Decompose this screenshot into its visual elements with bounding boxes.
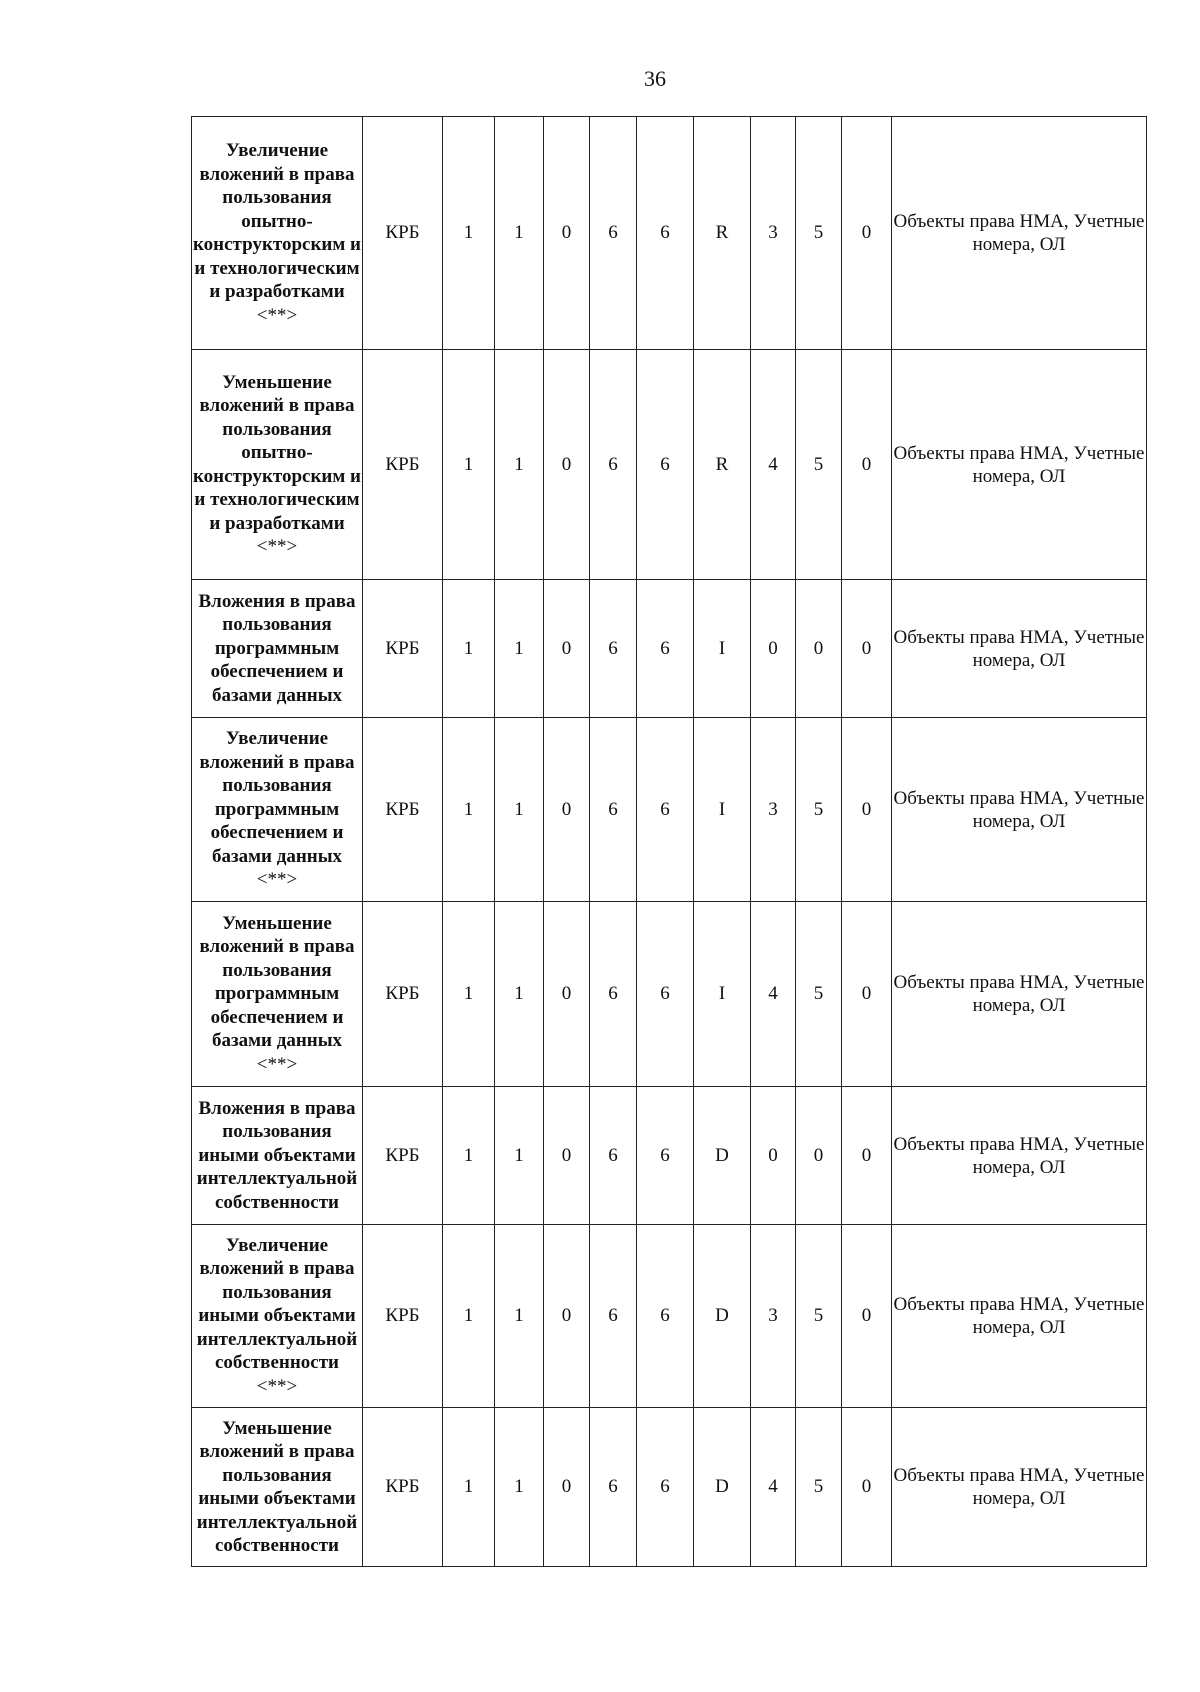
budget-code-cell: КРБ <box>363 1225 443 1408</box>
analytics-cell: Объекты права НМА, Учетные номера, ОЛ <box>892 1408 1147 1567</box>
account-name: Вложения в права пользования программным обеспечением и базами данных <box>198 590 356 706</box>
account-code-digit: 1 <box>495 117 544 350</box>
table-row <box>192 718 1147 902</box>
account-code-digit: 6 <box>637 580 694 718</box>
account-code-digit: R <box>694 117 751 350</box>
account-code-digit: 0 <box>544 902 590 1087</box>
budget-code-cell: КРБ <box>363 117 443 350</box>
account-name-cell <box>192 117 363 350</box>
account-code-digit: 6 <box>590 1408 637 1567</box>
account-code-digit: I <box>694 902 751 1087</box>
account-code-digit: 1 <box>495 902 544 1087</box>
account-code-digit: 6 <box>637 1408 694 1567</box>
account-code-digit: 6 <box>590 1087 637 1225</box>
account-code-digit: 0 <box>842 1408 892 1567</box>
budget-code-cell: КРБ <box>363 902 443 1087</box>
account-code-digit: 5 <box>796 1225 842 1408</box>
account-code-digit: 3 <box>751 718 796 902</box>
account-name-cell <box>192 580 363 718</box>
table-row <box>192 902 1147 1087</box>
footnote-marker: <**> <box>256 1375 298 1397</box>
account-code-digit: I <box>694 580 751 718</box>
account-code-digit: 1 <box>443 718 495 902</box>
account-code-digit: D <box>694 1087 751 1225</box>
analytics-cell: Объекты права НМА, Учетные номера, ОЛ <box>892 117 1147 350</box>
budget-code-cell: КРБ <box>363 1408 443 1567</box>
account-code-digit: 6 <box>637 350 694 580</box>
footnote-marker: <**> <box>256 304 298 326</box>
account-code-digit: 1 <box>443 1087 495 1225</box>
account-code-digit: 0 <box>544 718 590 902</box>
account-name: Вложения в права пользования иными объектами интеллектуальной собственности <box>196 1097 358 1213</box>
account-code-digit: 0 <box>842 1087 892 1225</box>
account-code-digit: 6 <box>637 902 694 1087</box>
account-code-digit: I <box>694 718 751 902</box>
account-code-digit: 0 <box>544 1408 590 1567</box>
account-code-digit: 0 <box>842 350 892 580</box>
account-code-digit: 1 <box>443 1408 495 1567</box>
account-code-digit: 6 <box>590 580 637 718</box>
account-name: Уменьшение вложений в права пользования программным обеспечением и базами данных <box>199 912 355 1052</box>
table-row <box>192 1087 1147 1225</box>
account-code-digit: 6 <box>590 117 637 350</box>
analytics-cell: Объекты права НМА, Учетные номера, ОЛ <box>892 1225 1147 1408</box>
account-code-digit: 1 <box>495 350 544 580</box>
account-code-digit: 5 <box>796 117 842 350</box>
account-code-digit: 1 <box>443 117 495 350</box>
account-code-digit: 1 <box>443 350 495 580</box>
account-name-cell <box>192 718 363 902</box>
account-name: Увеличение вложений в права пользования опытно-конструкторским и и технологическим и разработками <box>192 140 362 302</box>
account-code-digit: 6 <box>590 1225 637 1408</box>
account-code-digit: 0 <box>842 580 892 718</box>
account-code-digit: D <box>694 1408 751 1567</box>
account-code-digit: 4 <box>751 1408 796 1567</box>
account-code-digit: 1 <box>443 902 495 1087</box>
page-number: 36 <box>644 66 666 91</box>
account-code-digit: 6 <box>637 1087 694 1225</box>
account-code-digit: 5 <box>796 1408 842 1567</box>
account-code-digit: 6 <box>637 117 694 350</box>
account-code-digit: 6 <box>590 350 637 580</box>
account-code-digit: 3 <box>751 117 796 350</box>
account-code-digit: 0 <box>796 580 842 718</box>
table-row <box>192 1225 1147 1408</box>
account-code-digit: 0 <box>842 902 892 1087</box>
account-code-digit: 0 <box>842 1225 892 1408</box>
table-row <box>192 1408 1147 1567</box>
account-code-digit: 5 <box>796 350 842 580</box>
analytics-cell: Объекты права НМА, Учетные номера, ОЛ <box>892 580 1147 718</box>
account-code-digit: 5 <box>796 902 842 1087</box>
account-code-digit: 0 <box>544 1225 590 1408</box>
account-code-digit: 0 <box>544 117 590 350</box>
account-name: Уменьшение вложений в права пользования иными объектами интеллектуальной собственности <box>196 1417 358 1556</box>
account-code-digit: 0 <box>751 580 796 718</box>
account-name-cell <box>192 902 363 1087</box>
account-code-digit: 1 <box>495 1225 544 1408</box>
account-code-digit: 0 <box>751 1087 796 1225</box>
budget-code-cell: КРБ <box>363 1087 443 1225</box>
table-row <box>192 117 1147 350</box>
account-name-cell <box>192 350 363 580</box>
analytics-cell: Объекты права НМА, Учетные номера, ОЛ <box>892 718 1147 902</box>
account-code-digit: 4 <box>751 350 796 580</box>
account-code-digit: 1 <box>443 1225 495 1408</box>
account-code-digit: R <box>694 350 751 580</box>
account-code-digit: 0 <box>842 117 892 350</box>
account-code-digit: 1 <box>495 718 544 902</box>
budget-code-cell: КРБ <box>363 718 443 902</box>
account-code-digit: 1 <box>443 580 495 718</box>
account-code-digit: 1 <box>495 580 544 718</box>
footnote-marker: <**> <box>256 869 298 891</box>
accounts-table <box>191 116 1147 1567</box>
account-name: Увеличение вложений в права пользования иными объектами интеллектуальной собственности <box>196 1234 358 1374</box>
account-code-digit: 6 <box>590 902 637 1087</box>
budget-code-cell: КРБ <box>363 350 443 580</box>
account-code-digit: 0 <box>544 350 590 580</box>
account-name-cell <box>192 1408 363 1567</box>
account-code-digit: 0 <box>544 580 590 718</box>
analytics-cell: Объекты права НМА, Учетные номера, ОЛ <box>892 1087 1147 1225</box>
account-name-cell <box>192 1225 363 1408</box>
footnote-marker: <**> <box>256 1053 298 1075</box>
account-code-digit: 6 <box>590 718 637 902</box>
table-row <box>192 350 1147 580</box>
account-code-digit: 0 <box>544 1087 590 1225</box>
account-code-digit: 1 <box>495 1087 544 1225</box>
account-code-digit: 6 <box>637 1225 694 1408</box>
account-code-digit: 4 <box>751 902 796 1087</box>
account-code-digit: 0 <box>842 718 892 902</box>
analytics-cell: Объекты права НМА, Учетные номера, ОЛ <box>892 902 1147 1087</box>
analytics-cell: Объекты права НМА, Учетные номера, ОЛ <box>892 350 1147 580</box>
account-code-digit: 5 <box>796 718 842 902</box>
account-name: Уменьшение вложений в права пользования опытно-конструкторским и и технологическим и разработками <box>192 371 362 534</box>
account-code-digit: 3 <box>751 1225 796 1408</box>
account-code-digit: 1 <box>495 1408 544 1567</box>
accounts-table-body <box>192 117 1147 1567</box>
budget-code-cell: КРБ <box>363 580 443 718</box>
account-code-digit: D <box>694 1225 751 1408</box>
footnote-marker: <**> <box>256 536 298 557</box>
table-row <box>192 580 1147 718</box>
account-code-digit: 0 <box>796 1087 842 1225</box>
account-name: Увеличение вложений в права пользования программным обеспечением и базами данных <box>199 728 355 867</box>
account-code-digit: 6 <box>637 718 694 902</box>
account-name-cell <box>192 1087 363 1225</box>
